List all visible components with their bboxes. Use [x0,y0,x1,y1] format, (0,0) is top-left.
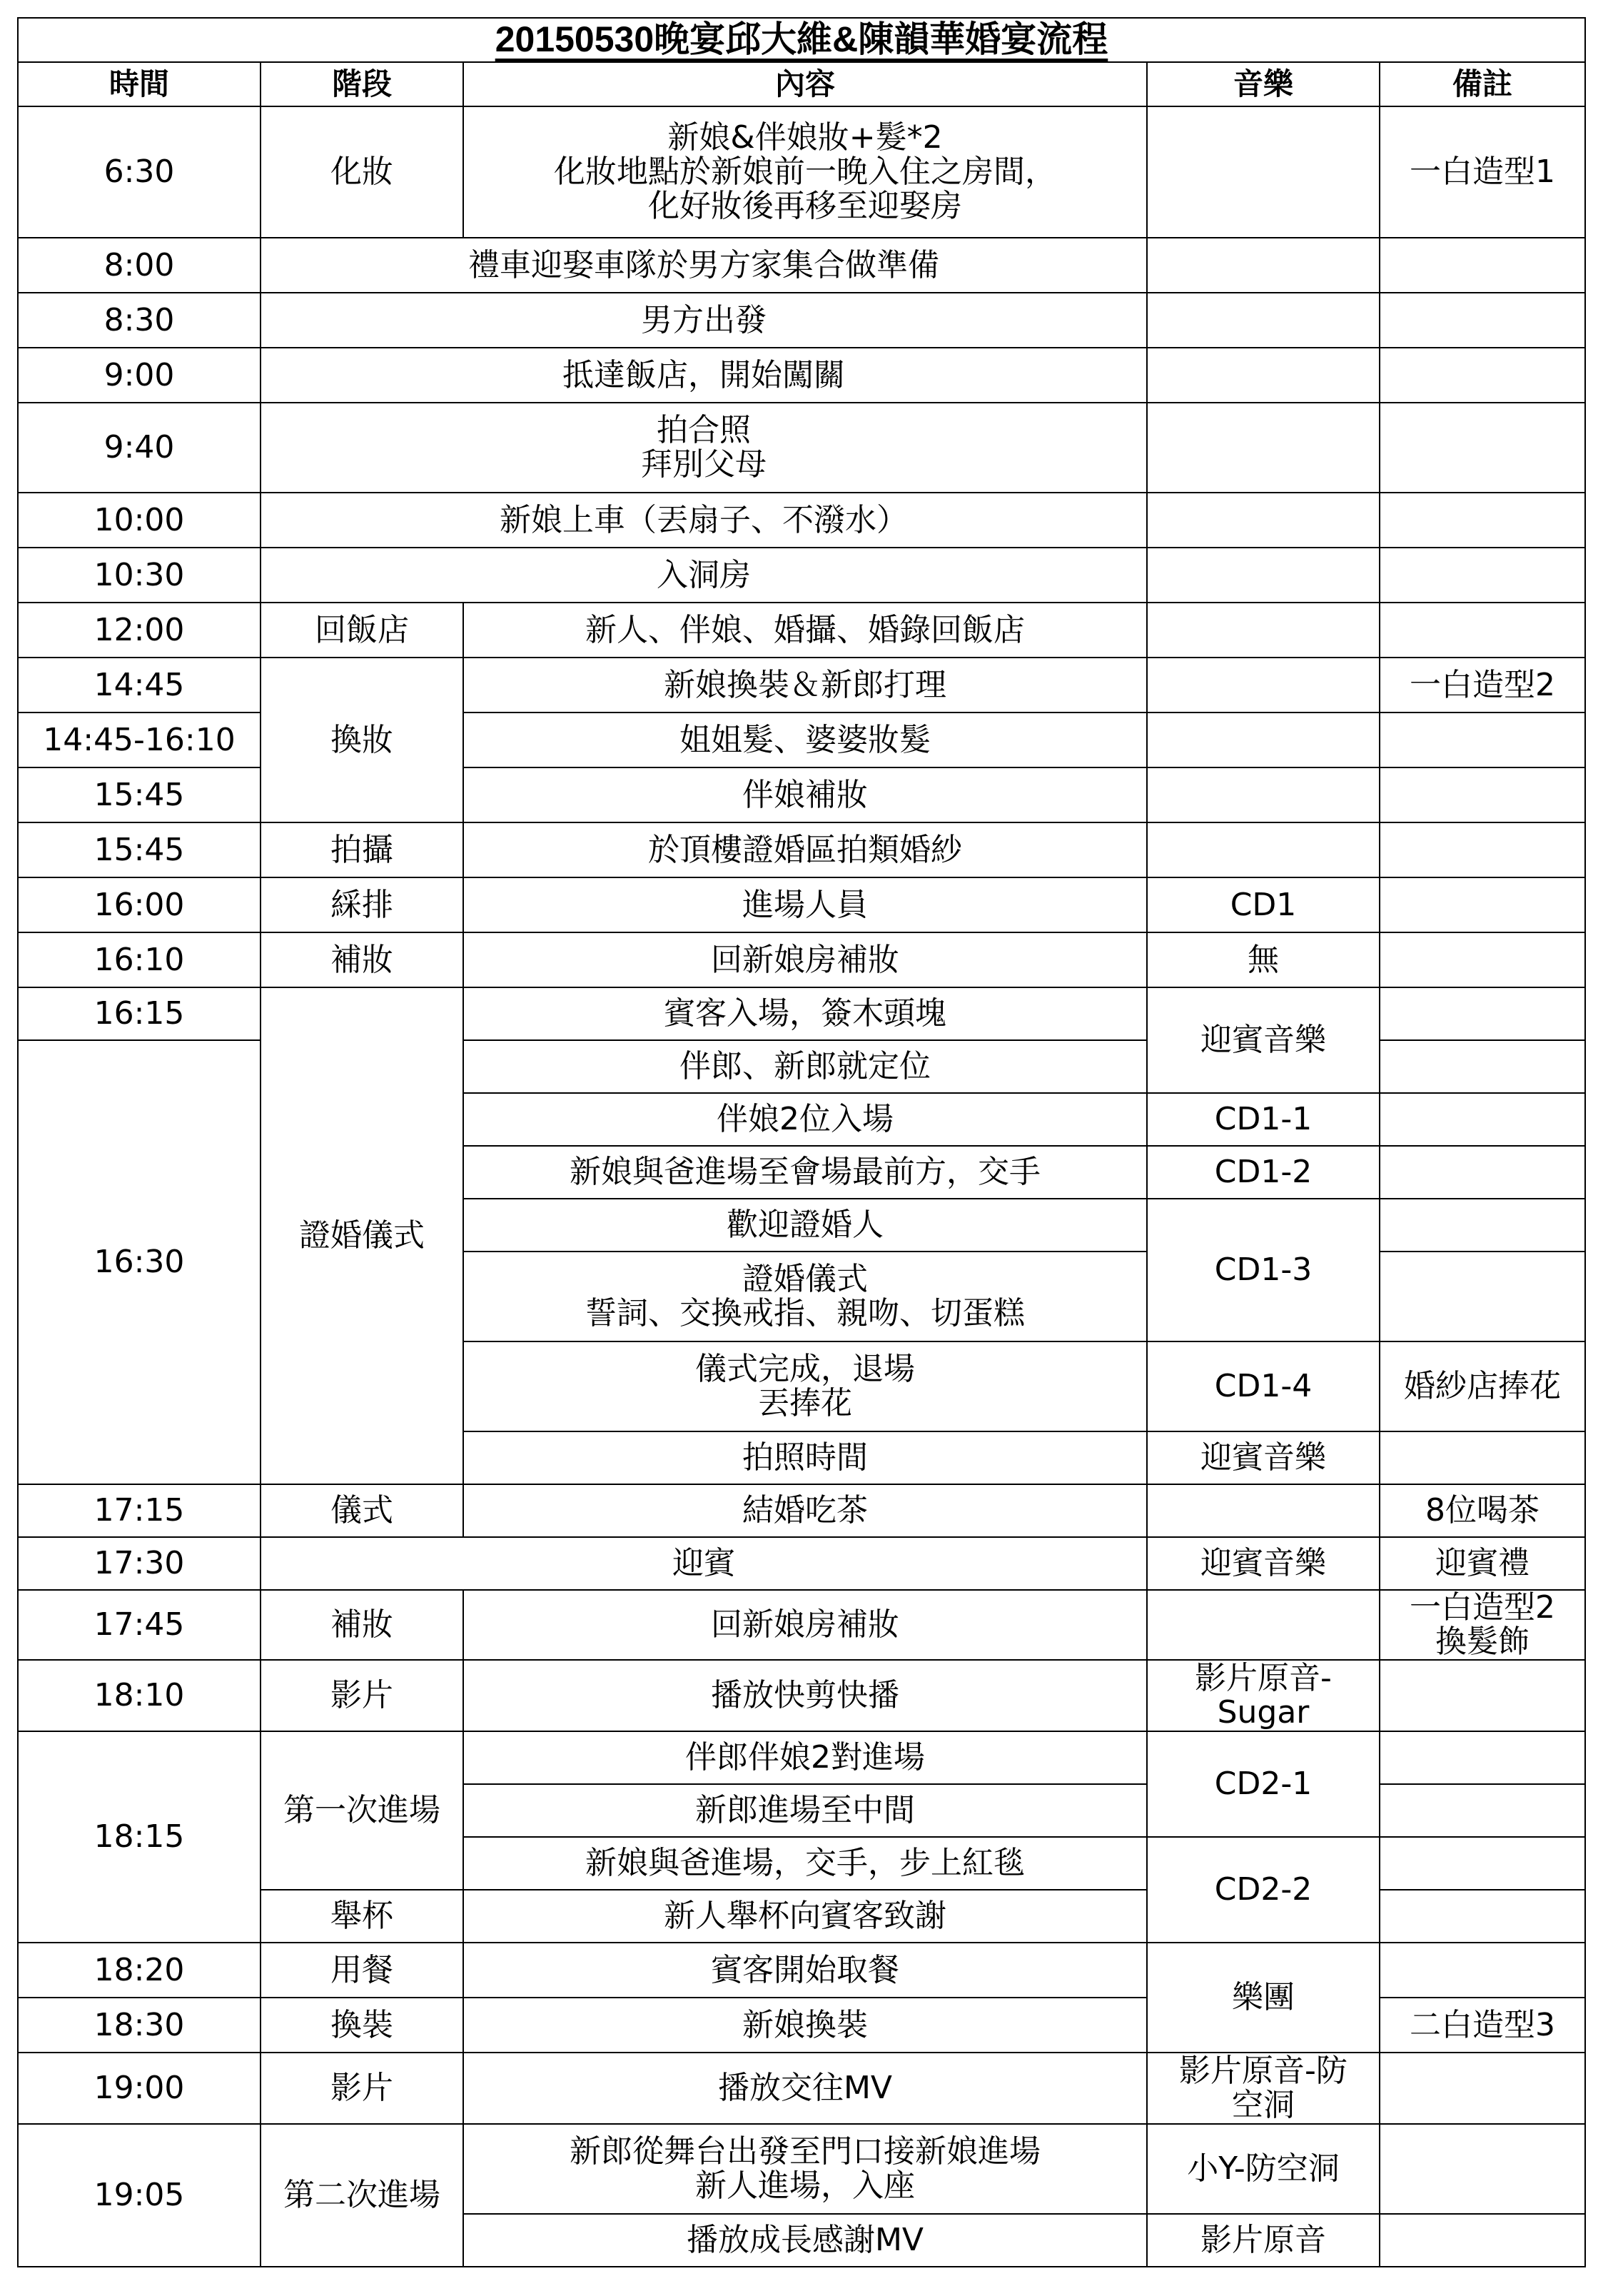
stage-cell: 第一次進場 [261,1731,463,1890]
content-cell: 抵達飯店，開始闖關 [261,348,1147,403]
table-row [18,1484,1585,1537]
content-cell: 進場人員 [463,877,1147,932]
note-cell [1380,987,1585,1040]
stage-cell: 影片 [261,1660,463,1731]
stage-cell: 舉杯 [261,1890,463,1943]
content-cell: 新娘&伴娘妝+髮*2 化妝地點於新娘前一晚入住之房間， 化好妝後再移至迎娶房 [463,106,1147,238]
time-cell: 16:15 [18,987,261,1040]
music-cell [1147,106,1380,238]
music-cell: 樂團 [1147,1943,1380,2053]
time-cell: 17:30 [18,1537,261,1590]
music-cell: 影片原音- Sugar [1147,1660,1380,1731]
note-cell [1380,238,1585,293]
table-row [18,493,1585,548]
table-row [18,767,1585,822]
time-cell: 12:00 [18,603,261,658]
table-row [18,713,1585,767]
table-row [18,1590,1585,1660]
table-row [18,822,1585,877]
content-cell: 賓客入場，簽木頭塊 [463,987,1147,1040]
time-cell: 18:20 [18,1943,261,1998]
content-cell: 伴郎伴娘2對進場 [463,1731,1147,1784]
note-cell [1380,877,1585,932]
note-cell [1380,1252,1585,1341]
note-cell [1380,1199,1585,1252]
music-cell [1147,548,1380,603]
time-cell: 17:45 [18,1590,261,1660]
time-cell: 18:10 [18,1660,261,1731]
note-cell [1380,713,1585,767]
time-cell: 16:10 [18,932,261,987]
stage-cell: 回飯店 [261,603,463,658]
music-cell: 迎賓音樂 [1147,987,1380,1093]
time-cell: 6:30 [18,106,261,238]
content-cell: 歡迎證婚人 [463,1199,1147,1252]
stage-cell: 第二次進場 [261,2124,463,2267]
note-cell [1380,2053,1585,2124]
note-cell: 迎賓禮 [1380,1537,1585,1590]
note-cell [1380,1040,1585,1093]
title-cell [18,18,1585,62]
music-cell: 無 [1147,932,1380,987]
table-row [18,238,1585,293]
note-cell [1380,767,1585,822]
time-cell: 14:45 [18,658,261,713]
time-cell: 16:30 [18,1040,261,1484]
stage-cell: 儀式 [261,1484,463,1537]
note-cell [1380,1431,1585,1484]
music-cell: CD1-3 [1147,1199,1380,1341]
stage-cell: 用餐 [261,1943,463,1998]
music-cell [1147,293,1380,348]
music-cell: CD2-1 [1147,1731,1380,1837]
note-cell [1380,1837,1585,1890]
content-cell: 伴郎、新郎就定位 [463,1040,1147,1093]
header-row [18,62,1585,106]
stage-cell: 證婚儀式 [261,987,463,1484]
music-cell [1147,348,1380,403]
content-cell: 新郎從舞台出發至門口接新娘進場 新人進場，入座 [463,2124,1147,2214]
content-cell: 伴娘補妝 [463,767,1147,822]
note-cell [1380,1660,1585,1731]
note-cell [1380,348,1585,403]
stage-cell: 換妝 [261,658,463,822]
music-cell [1147,603,1380,658]
table-row [18,1943,1585,1998]
table-row [18,1537,1585,1590]
content-cell: 拍合照 拜別父母 [261,403,1147,493]
time-cell: 9:40 [18,403,261,493]
music-cell: CD1-2 [1147,1146,1380,1199]
content-cell: 新娘與爸進場至會場最前方，交手 [463,1146,1147,1199]
note-cell [1380,822,1585,877]
note-cell [1380,493,1585,548]
header-time: 時間 [18,62,261,106]
time-cell: 16:00 [18,877,261,932]
content-cell: 新娘換裝 [463,1998,1147,2053]
header-note: 備註 [1380,62,1585,106]
header-stage: 階段 [261,62,463,106]
content-cell: 入洞房 [261,548,1147,603]
music-cell [1147,767,1380,822]
time-cell: 10:30 [18,548,261,603]
content-cell: 新郎進場至中間 [463,1784,1147,1837]
note-cell [1380,2124,1585,2214]
note-cell [1380,1731,1585,1784]
music-cell: 迎賓音樂 [1147,1431,1380,1484]
note-cell [1380,932,1585,987]
content-cell: 播放成長感謝MV [463,2214,1147,2267]
table-row [18,403,1585,493]
content-cell: 新人、伴娘、婚攝、婚錄回飯店 [463,603,1147,658]
content-cell: 伴娘2位入場 [463,1093,1147,1146]
note-cell [1380,1784,1585,1837]
content-cell: 結婚吃茶 [463,1484,1147,1537]
note-cell: 婚紗店捧花 [1380,1341,1585,1431]
note-cell [1380,1146,1585,1199]
content-cell: 拍照時間 [463,1431,1147,1484]
note-cell [1380,1890,1585,1943]
stage-cell: 影片 [261,2053,463,2124]
content-cell: 禮車迎娶車隊於男方家集合做準備 [261,238,1147,293]
content-cell: 新娘上車（丟扇子、不潑水） [261,493,1147,548]
music-cell [1147,658,1380,713]
table-row [18,987,1585,1040]
table-row [18,932,1585,987]
content-cell: 姐姐髮、婆婆妝髮 [463,713,1147,767]
content-cell: 證婚儀式 誓詞、交換戒指、親吻、切蛋糕 [463,1252,1147,1341]
content-cell: 於頂樓證婚區拍類婚紗 [463,822,1147,877]
table-row [18,658,1585,713]
music-cell [1147,1590,1380,1660]
content-cell: 播放交往MV [463,2053,1147,2124]
music-cell [1147,822,1380,877]
music-cell [1147,493,1380,548]
note-cell [1380,548,1585,603]
note-cell [1380,2214,1585,2267]
content-cell: 新人舉杯向賓客致謝 [463,1890,1147,1943]
content-cell: 賓客開始取餐 [463,1943,1147,1998]
music-cell: CD2-2 [1147,1837,1380,1943]
time-cell: 19:05 [18,2124,261,2267]
music-cell: CD1 [1147,877,1380,932]
content-cell: 回新娘房補妝 [463,1590,1147,1660]
note-cell: 一白造型2 換髮飾 [1380,1590,1585,1660]
note-cell [1380,1093,1585,1146]
stage-cell: 綵排 [261,877,463,932]
music-cell: 小Y-防空洞 [1147,2124,1380,2214]
table-row [18,1731,1585,1784]
time-cell: 18:30 [18,1998,261,2053]
content-cell: 播放快剪快播 [463,1660,1147,1731]
time-cell: 9:00 [18,348,261,403]
content-cell: 回新娘房補妝 [463,932,1147,987]
music-cell [1147,238,1380,293]
note-cell [1380,403,1585,493]
music-cell: CD1-4 [1147,1341,1380,1431]
stage-cell: 補妝 [261,1590,463,1660]
table-row [18,603,1585,658]
stage-cell: 拍攝 [261,822,463,877]
time-cell: 15:45 [18,822,261,877]
time-cell: 14:45-16:10 [18,713,261,767]
time-cell: 18:15 [18,1731,261,1943]
note-cell: 二白造型3 [1380,1998,1585,2053]
stage-cell: 換裝 [261,1998,463,2053]
note-cell [1380,1943,1585,1998]
table-row [18,293,1585,348]
music-cell [1147,403,1380,493]
header-content: 內容 [463,62,1147,106]
schedule-table [17,17,1586,2267]
schedule-sheet [17,17,1586,2267]
time-cell: 10:00 [18,493,261,548]
table-row [18,1660,1585,1731]
content-cell: 儀式完成，退場 丟捧花 [463,1341,1147,1431]
table-row [18,106,1585,238]
content-cell: 新娘與爸進場，交手，步上紅毯 [463,1837,1147,1890]
note-cell: 一白造型2 [1380,658,1585,713]
music-cell [1147,713,1380,767]
note-cell [1380,293,1585,348]
table-row [18,2053,1585,2124]
time-cell: 17:15 [18,1484,261,1537]
table-row [18,2124,1585,2214]
table-row [18,877,1585,932]
table-row [18,548,1585,603]
time-cell: 8:00 [18,238,261,293]
music-cell [1147,1484,1380,1537]
header-music: 音樂 [1147,62,1380,106]
table-row [18,348,1585,403]
music-cell: 影片原音 [1147,2214,1380,2267]
music-cell: CD1-1 [1147,1093,1380,1146]
time-cell: 15:45 [18,767,261,822]
music-cell: 迎賓音樂 [1147,1537,1380,1590]
stage-cell: 補妝 [261,932,463,987]
content-cell: 男方出發 [261,293,1147,348]
music-cell: 影片原音-防 空洞 [1147,2053,1380,2124]
note-cell [1380,603,1585,658]
time-cell: 19:00 [18,2053,261,2124]
content-cell: 新娘換裝＆新郎打理 [463,658,1147,713]
note-cell: 8位喝茶 [1380,1484,1585,1537]
note-cell: 一白造型1 [1380,106,1585,238]
time-cell: 8:30 [18,293,261,348]
page-title: 20150530晚宴邱大維&陳韻華婚宴流程 [495,19,1108,59]
content-cell: 迎賓 [261,1537,1147,1590]
stage-cell: 化妝 [261,106,463,238]
